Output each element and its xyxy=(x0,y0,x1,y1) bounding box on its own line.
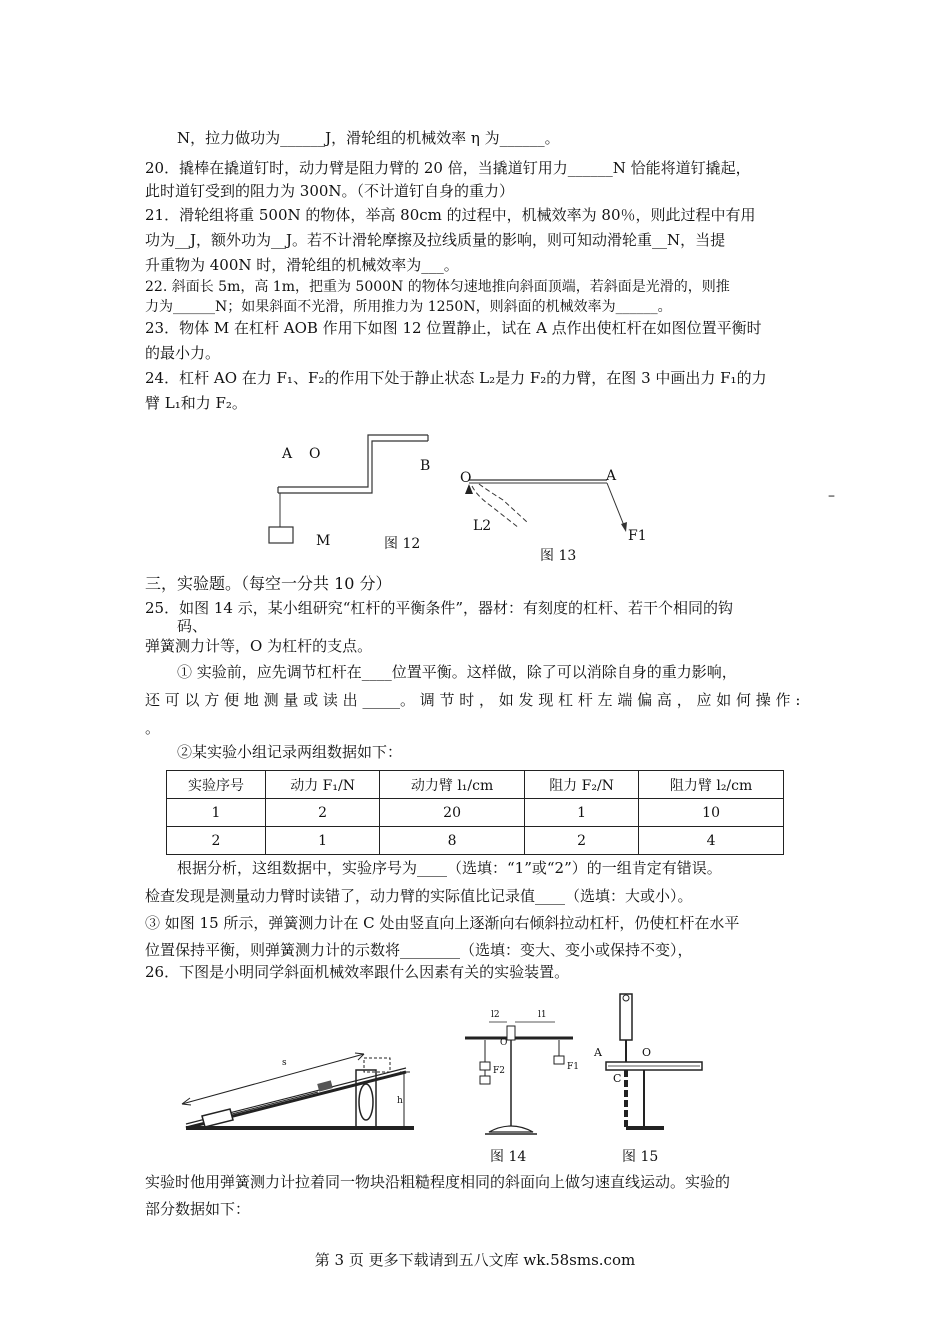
fig13-label-f1: F1 xyxy=(628,528,647,544)
table-cell: 20 xyxy=(380,799,525,827)
fig13-label-l2: L2 xyxy=(473,518,492,534)
fig14-label-l2: l2 xyxy=(491,1010,500,1020)
q22-line-2: 力为______N；如果斜面不光滑，所用推力为 1250N，则斜面的机械效率为______。 xyxy=(145,299,672,315)
q25-part2-intro: ②某实验小组记录两组数据如下： xyxy=(177,743,403,761)
q21-line-3: 升重物为 400N 时，滑轮组的机械效率为___。 xyxy=(145,256,459,274)
table-cell: 4 xyxy=(639,827,784,855)
fig14-label-f2: F2 xyxy=(493,1066,505,1076)
table-cell: 1 xyxy=(167,799,266,827)
q25-line-2: 弹簧测力计等，O 为杠杆的支点。 xyxy=(145,637,373,655)
figure-13-lever-diagram xyxy=(455,462,655,547)
fig12-label-m: M xyxy=(316,533,331,549)
fig14-caption: 图 14 xyxy=(490,1149,527,1165)
q22-line-1: 22. 斜面长 5m，高 1m，把重为 5000N 的物体匀速地推向斜面顶端，若斜面是光滑的，则推 xyxy=(145,279,730,295)
q25-line-1b: 码、 xyxy=(177,617,208,635)
q26-line-1: 26．下图是小明同学斜面机械效率跟什么因素有关的实验装置。 xyxy=(145,963,570,981)
stray-mark: – xyxy=(828,488,835,504)
fig15-label-a: A xyxy=(594,1046,602,1059)
fig14-label-l1: l1 xyxy=(538,1010,547,1020)
table-cell: 2 xyxy=(167,827,266,855)
section-3-heading: 三，实验题。（每空一分共 10 分） xyxy=(145,574,392,593)
table-cell: 2 xyxy=(265,799,379,827)
fig14-label-f1: F1 xyxy=(567,1062,579,1072)
table-header-cell: 动力 F₁/N xyxy=(265,771,379,799)
figure-15-lever-with-spring-scale xyxy=(592,990,710,1140)
q23-line-2: 的最小力。 xyxy=(145,344,221,362)
q25-line-1: 25．如图 14 示，某小组研究“杠杆的平衡条件”，器材：有刻度的杠杆、若干个相同的钩 xyxy=(145,599,734,617)
q25-part3-line-1: ③ 如图 15 所示，弹簧测力计在 C 处由竖直向上逐渐向右倾斜拉动杠杆，仍使杠杆在水平 xyxy=(145,914,740,932)
q24-line-2: 臂 L₁和力 F₂。 xyxy=(145,394,247,412)
q19-continuation: N，拉力做功为______J，滑轮组的机械效率 η 为______。 xyxy=(177,129,560,147)
fig12-label-b: B xyxy=(420,458,431,474)
fig15-caption: 图 15 xyxy=(622,1149,659,1165)
q20-line-2: 此时道钉受到的阻力为 300N。（不计道钉自身的重力） xyxy=(145,182,515,200)
table-row xyxy=(167,799,784,827)
table-header-cell: 阻力臂 l₂/cm xyxy=(639,771,784,799)
q24-line-1: 24．杠杆 AO 在力 F₁、F₂的作用下处于静止状态 L₂是力 F₂的力臂，在图 3 中画出力 F₁的力 xyxy=(145,369,767,387)
fig12-label-a: A xyxy=(282,446,293,462)
table-header-cell: 阻力 F₂/N xyxy=(524,771,638,799)
q25-part1-line-2: 还 可 以 方 便 地 测 量 或 读 出 _____。 调 节 时 ， 如 发 现 杠 杆 左 端 偏 高 ， 应 如 何 操 作 : xyxy=(145,691,801,709)
q25-part3-line-2: 位置保持平衡，则弹簧测力计的示数将________（选填：变大、变小或保持不变）， xyxy=(145,941,693,959)
q20-line-1: 20．撬棒在撬道钉时，动力臂是阻力臂的 20 倍，当撬道钉用力______N 恰能将道钉撬起， xyxy=(145,159,751,177)
fig14-label-o: O xyxy=(500,1038,508,1048)
fig15-label-c: C xyxy=(613,1072,622,1085)
q25-part2-line-1: 根据分析，这组数据中，实验序号为____（选填：“1”或“2”）的一组肯定有错误。 xyxy=(177,859,722,877)
fig15-label-o: O xyxy=(642,1046,652,1059)
fig12-label-o: O xyxy=(309,446,321,462)
page-footer: 第 3 页 更多下载请到五八文库 wk.58sms.com xyxy=(314,1251,636,1269)
figure-14-lever-apparatus xyxy=(455,1008,585,1143)
table-cell: 2 xyxy=(524,827,638,855)
fig13-caption: 图 13 xyxy=(540,548,577,564)
incline-label-h: h xyxy=(397,1096,403,1106)
table-cell: 10 xyxy=(639,799,784,827)
table-header-row xyxy=(167,771,784,799)
incline-apparatus-diagram xyxy=(178,1044,418,1139)
incline-label-s: s xyxy=(282,1058,287,1068)
q25-part2-line-2: 检查发现是测量动力臂时读错了，动力臂的实际值比记录值____（选填：大或小）。 xyxy=(145,887,693,905)
q26-line-3: 部分数据如下： xyxy=(145,1200,251,1218)
table-cell: 1 xyxy=(524,799,638,827)
q25-part1-line-1: ① 实验前，应先调节杠杆在____位置平衡。这样做，除了可以消除自身的重力影响， xyxy=(177,663,737,681)
table-header-cell: 实验序号 xyxy=(167,771,266,799)
q23-line-1: 23．物体 M 在杠杆 AOB 作用下如图 12 位置静止，试在 A 点作出使杠杆在如图位置平衡时 xyxy=(145,319,762,337)
q21-line-1: 21．滑轮组将重 500N 的物体，举高 80cm 的过程中，机械效率为 80％，则此过程中有用 xyxy=(145,206,756,224)
fig13-label-o: O xyxy=(460,470,472,486)
q21-line-2: 功为__J，额外功为__J。若不计滑轮摩擦及拉线质量的影响，则可知动滑轮重__N，当提 xyxy=(145,231,726,249)
fig13-label-a: A xyxy=(606,468,617,484)
fig12-caption: 图 12 xyxy=(384,536,421,552)
table-cell: 8 xyxy=(380,827,525,855)
table-row xyxy=(167,827,784,855)
table-cell: 1 xyxy=(265,827,379,855)
q25-part1-line-3: 。 xyxy=(145,719,161,737)
lever-data-table xyxy=(166,770,784,855)
table-header-cell: 动力臂 l₁/cm xyxy=(380,771,525,799)
q26-line-2: 实验时他用弹簧测力计拉着同一物块沿粗糙程度相同的斜面向上做匀速直线运动。实验的 xyxy=(145,1173,731,1191)
